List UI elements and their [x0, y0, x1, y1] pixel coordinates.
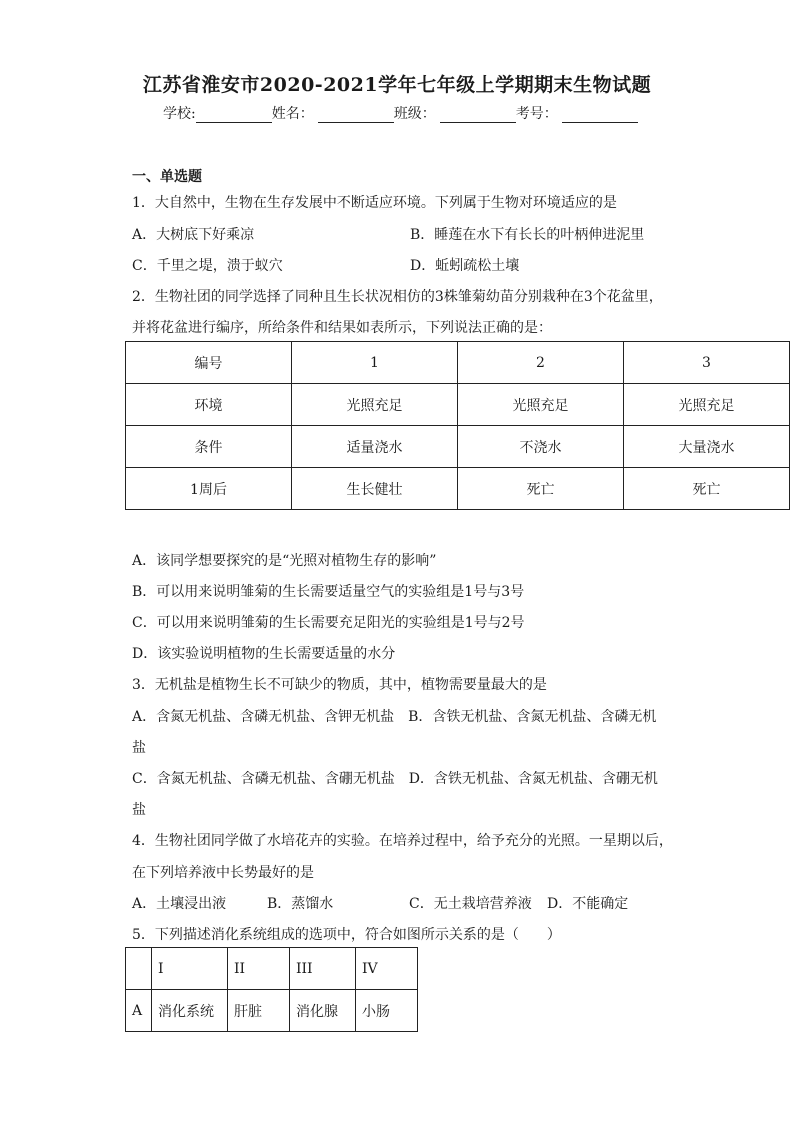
class-field[interactable]: [440, 108, 516, 123]
q1-option-c: C．千里之堤，溃于蚁穴: [132, 258, 283, 274]
table-cell: 肝脏: [228, 990, 290, 1032]
q2-option-c: C．可以用来说明雏菊的生长需要充足阳光的实验组是1号与2号: [132, 615, 525, 631]
q1-option-b: B．睡莲在水下有长长的叶柄伸进泥里: [410, 227, 645, 243]
school-field[interactable]: [196, 108, 272, 123]
q3-options-ab: A．含氮无机盐、含磷无机盐、含钾无机盐 B．含铁无机盐、含氮无机盐、含磷无机: [132, 709, 657, 725]
q4-stem-line1: 4．生物社团同学做了水培花卉的实验。在培养过程中，给予充分的光照。一星期以后，: [132, 833, 673, 849]
table-cell: A: [126, 990, 152, 1032]
class-label: 班级：: [393, 106, 436, 122]
table-cell: 编号: [126, 342, 292, 384]
school-label: 学校:: [163, 106, 196, 122]
table-cell: 光照充足: [292, 384, 458, 426]
q4-option-c: C．无土栽培营养液: [409, 896, 532, 912]
table-cell: 光照充足: [624, 384, 790, 426]
q2-option-a: A．该同学想要探究的是“光照对植物生存的影响”: [132, 553, 437, 569]
table-cell: 3: [624, 342, 790, 384]
q2-stem-line2: 并将花盆进行编序，所给条件和结果如表所示，下列说法正确的是：: [132, 320, 552, 336]
q3-stem: 3．无机盐是植物生长不可缺少的物质，其中，植物需要量最大的是: [132, 677, 547, 693]
table-row: [126, 342, 790, 384]
q3-options-ab-wrap: 盐: [132, 740, 146, 756]
q1-stem: 1．大自然中，生物在生存发展中不断适应环境。下列属于生物对环境适应的是: [132, 195, 617, 211]
table-cell: IV: [356, 948, 418, 990]
q4-stem-line2: 在下列培养液中长势最好的是: [132, 865, 314, 881]
table-cell: 不浇水: [458, 426, 624, 468]
name-label: 姓名：: [271, 106, 314, 122]
q1-option-d: D．蚯蚓疏松土壤: [410, 258, 520, 274]
q4-option-a: A．土壤浸出液: [132, 896, 227, 912]
table-cell: [126, 948, 152, 990]
table-cell: 1: [292, 342, 458, 384]
table-cell: I: [152, 948, 228, 990]
table-cell: III: [290, 948, 356, 990]
table-cell: 消化腺: [290, 990, 356, 1032]
table-cell: 2: [458, 342, 624, 384]
q1-option-a: A．大树底下好乘凉: [132, 227, 255, 243]
q2-stem-line1: 2．生物社团的同学选择了同种且生长状况相仿的3株雏菊幼苗分别栽种在3个花盆里，: [132, 289, 663, 305]
q2-table: [125, 341, 790, 510]
table-cell: 光照充足: [458, 384, 624, 426]
table-cell: 生长健壮: [292, 468, 458, 510]
table-cell: 大量浇水: [624, 426, 790, 468]
table-cell: 环境: [126, 384, 292, 426]
number-label: 考号：: [515, 106, 558, 122]
table-cell: 1周后: [126, 468, 292, 510]
q3-options-cd-wrap: 盐: [132, 802, 146, 818]
q4-option-b: B．蒸馏水: [267, 896, 334, 912]
table-cell: 条件: [126, 426, 292, 468]
table-cell: 死亡: [458, 468, 624, 510]
table-cell: 小肠: [356, 990, 418, 1032]
q2-option-b: B．可以用来说明雏菊的生长需要适量空气的实验组是1号与3号: [132, 584, 525, 600]
table-row: [126, 990, 418, 1032]
q3-options-cd: C．含氮无机盐、含磷无机盐、含硼无机盐 D．含铁无机盐、含氮无机盐、含硼无机: [132, 771, 658, 787]
table-cell: 消化系统: [152, 990, 228, 1032]
table-cell: 死亡: [624, 468, 790, 510]
table-row: [126, 948, 418, 990]
section-heading: 一、单选题: [132, 169, 202, 185]
table-row: [126, 468, 790, 510]
name-field[interactable]: [318, 108, 394, 123]
page-title: 江苏省淮安市2020-2021学年七年级上学期期末生物试题: [142, 74, 652, 96]
table-cell: 适量浇水: [292, 426, 458, 468]
student-info-row: [163, 103, 638, 123]
q4-option-d: D．不能确定: [547, 896, 629, 912]
q5-stem: 5．下列描述消化系统组成的选项中，符合如图所示关系的是（ ）: [132, 927, 561, 943]
table-cell: II: [228, 948, 290, 990]
number-field[interactable]: [562, 108, 638, 123]
table-row: [126, 426, 790, 468]
q5-table: [125, 947, 418, 1032]
table-row: [126, 384, 790, 426]
q2-option-d: D．该实验说明植物的生长需要适量的水分: [132, 646, 396, 662]
